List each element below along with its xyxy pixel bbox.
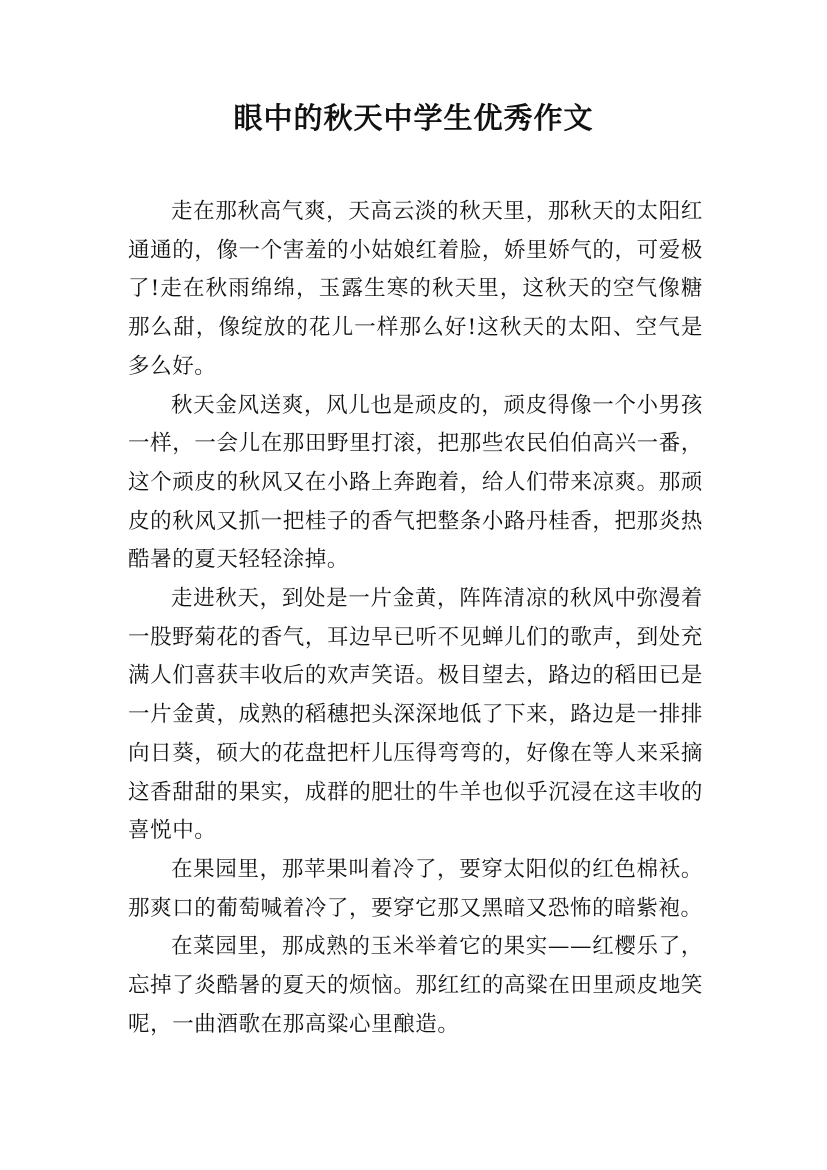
paragraph-1: 走在那秋高气爽，天高云淡的秋天里，那秋天的太阳红通通的，像一个害羞的小姑娘红着脸，娇里娇气的，可爱极了!走在秋雨绵绵，玉露生寒的秋天里，这秋天的空气像糖那么甜，像绽放的花儿一样那么好!这秋天的太阳、空气是多么好。 <box>128 199 703 379</box>
document-body <box>128 193 703 1044</box>
paragraph-3: 走进秋天，到处是一片金黄，阵阵清凉的秋风中弥漫着一股野菊花的香气，耳边早已听不见蝉儿们的歌声，到处充满人们喜获丰收后的欢声笑语。极目望去，路边的稻田已是一片金黄，成熟的稻穗把头深深地低了下来，路边是一排排向日葵，硕大的花盘把杆儿压得弯弯的，好像在等人来采摘这香甜甜的果实，成群的肥壮的牛羊也似乎沉浸在这丰收的喜悦中。 <box>128 586 703 844</box>
document-title: 眼中的秋天中学生优秀作文 <box>233 101 594 135</box>
paragraph-2: 秋天金风送爽，风儿也是顽皮的，顽皮得像一个小男孩一样，一会儿在那田野里打滚，把那些农民伯伯高兴一番，这个顽皮的秋风又在小路上奔跑着，给人们带来凉爽。那顽皮的秋风又抓一把桂子的香气把整条小路丹桂香，把那炎热酷暑的夏天轻轻涂掉。 <box>128 392 703 573</box>
paragraph-5: 在菜园里，那成熟的玉米举着它的果实——红樱乐了，忘掉了炎酷暑的夏天的烦恼。那红红的高粱在田里顽皮地笑呢，一曲酒歌在那高粱心里酿造。 <box>128 934 703 1037</box>
paragraph-4: 在果园里，那苹果叫着冷了，要穿太阳似的红色棉袄。那爽口的葡萄喊着冷了，要穿它那又黑暗又恐怖的暗紫袍。 <box>128 856 703 921</box>
